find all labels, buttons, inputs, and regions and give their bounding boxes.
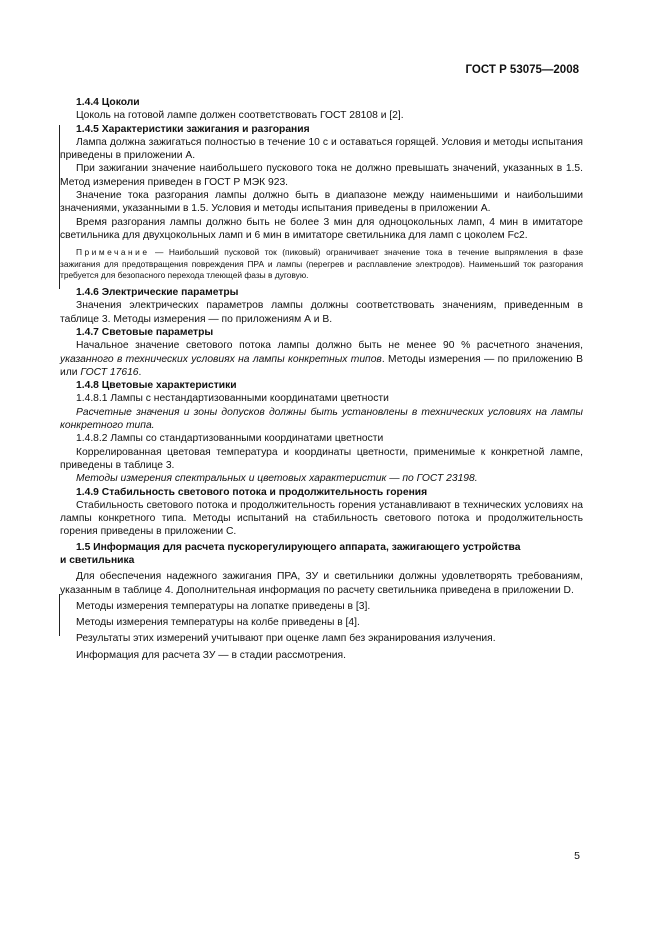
paragraph: Для обеспечения надежного зажигания ПРА, ЗУ и светильники должны удовлетворять требованиям, указанным в таблице 4. Дополнительная информация по расчету светильника приведена в приложении D. <box>60 571 583 596</box>
text-run-italic: указанного в технических условиях на лампы конкретных типов <box>60 353 382 365</box>
paragraph: Время разгорания лампы должно быть не более 3 мин для одноцокольных ламп, 4 мин в имитаторе светильника для двухцокольных ламп и 6 мин в имитаторе светильника для ламп с цоколем Fc2. <box>60 216 583 241</box>
section-1-5-title <box>60 541 583 568</box>
paragraph: Результаты этих измерений учитывают при оценке ламп без экранирования излучения. <box>76 633 496 645</box>
text-run-italic: ГОСТ 17616 <box>80 366 139 378</box>
paragraph: Методы измерения спектральных и цветовых характеристик — по ГОСТ 23198. <box>76 473 478 485</box>
paragraph: Значения электрических параметров лампы должны соответствовать значениям, приведенным в таблице 3. Методы измерения — по приложениям А и В. <box>60 300 583 325</box>
document-number: ГОСТ Р 53075—2008 <box>465 64 579 76</box>
subsection-1-4-8-1-title: 1.4.8.1 Лампы с нестандартизованными координатами цветности <box>76 393 389 405</box>
section-1-4-6-title: 1.4.6 Электрические параметры <box>76 287 239 299</box>
paragraph: Цоколь на готовой лампе должен соответствовать ГОСТ 28108 и [2]. <box>76 110 404 122</box>
paragraph: Коррелированная цветовая температура и координаты цветности, применимые к конкретной лампе, приведены в таблице 3. <box>60 446 583 471</box>
paragraph: При зажигании значение наибольшего пускового тока не должно превышать значений, указанных в 1.5. Метод измерения приведен в ГОСТ Р МЭК 923. <box>60 163 583 188</box>
section-1-5-title-line1: 1.5 Информация для расчета пускорегулирующего аппарата, зажигающего устройства <box>76 541 521 553</box>
paragraph: Информация для расчета ЗУ — в стадии рассмотрения. <box>76 649 346 661</box>
section-1-4-4-title: 1.4.4 Цоколи <box>76 97 140 108</box>
paragraph: Лампа должна зажигаться полностью в течение 10 с и оставаться горящей. Условия и методы испытания приведены в приложении А. <box>60 136 583 162</box>
section-1-4-5-title: 1.4.5 Характеристики зажигания и разгорания <box>76 123 310 135</box>
paragraph: Методы измерения температуры на лопатке приведены в [3]. <box>76 600 371 612</box>
paragraph <box>60 339 583 379</box>
paragraph: Стабильность светового потока и продолжительность горения устанавливают в технических условиях на лампы конкретного типа. Методы испытаний на стабильность светового потока и продолжительность горения приведены в приложении С. <box>60 499 583 538</box>
page-number: 5 <box>574 850 580 862</box>
paragraph: Методы измерения температуры на колбе приведены в [4]. <box>76 617 360 629</box>
note <box>60 247 583 282</box>
section-1-4-8-title: 1.4.8 Цветовые характеристики <box>76 380 237 392</box>
text-run: . <box>138 366 142 378</box>
note-label: Примечание <box>76 247 150 258</box>
section-1-4-9-title: 1.4.9 Стабильность светового потока и продолжительность горения <box>76 486 428 498</box>
paragraph: Значение тока разгорания лампы должно быть в диапазоне между наименьшими и наибольшими значениями, указанными в 1.5. Условия и методы испытания приведены в приложении А. <box>60 190 583 215</box>
section-1-4-7-title: 1.4.7 Световые параметры <box>76 326 214 338</box>
document-body <box>60 96 583 662</box>
section-1-5-title-line2: и светильника <box>60 554 135 566</box>
paragraph: Расчетные значения и зоны допусков должны быть установлены в технических условиях на лампы конкретного типа. <box>60 406 583 432</box>
note-text: — Наибольший пусковой ток (пиковый) ограничивает значение тока в течение выпрямления в фазе зажигания для предотвращения повреждения ПРА и лампы (перегрев и расплавление электродов). Наименьший ток разгорания требуется для безопасного перехода тлеющей фазы в дуговую. <box>60 247 583 281</box>
text-run: Начальное значение светового потока лампы должно быть не менее 90 % расчетного значения, <box>76 340 583 352</box>
text-run: . Методы измерения — по приложению В или <box>60 353 583 378</box>
subsection-1-4-8-2-title: 1.4.8.2 Лампы со стандартизованными координатами цветности <box>76 433 384 445</box>
